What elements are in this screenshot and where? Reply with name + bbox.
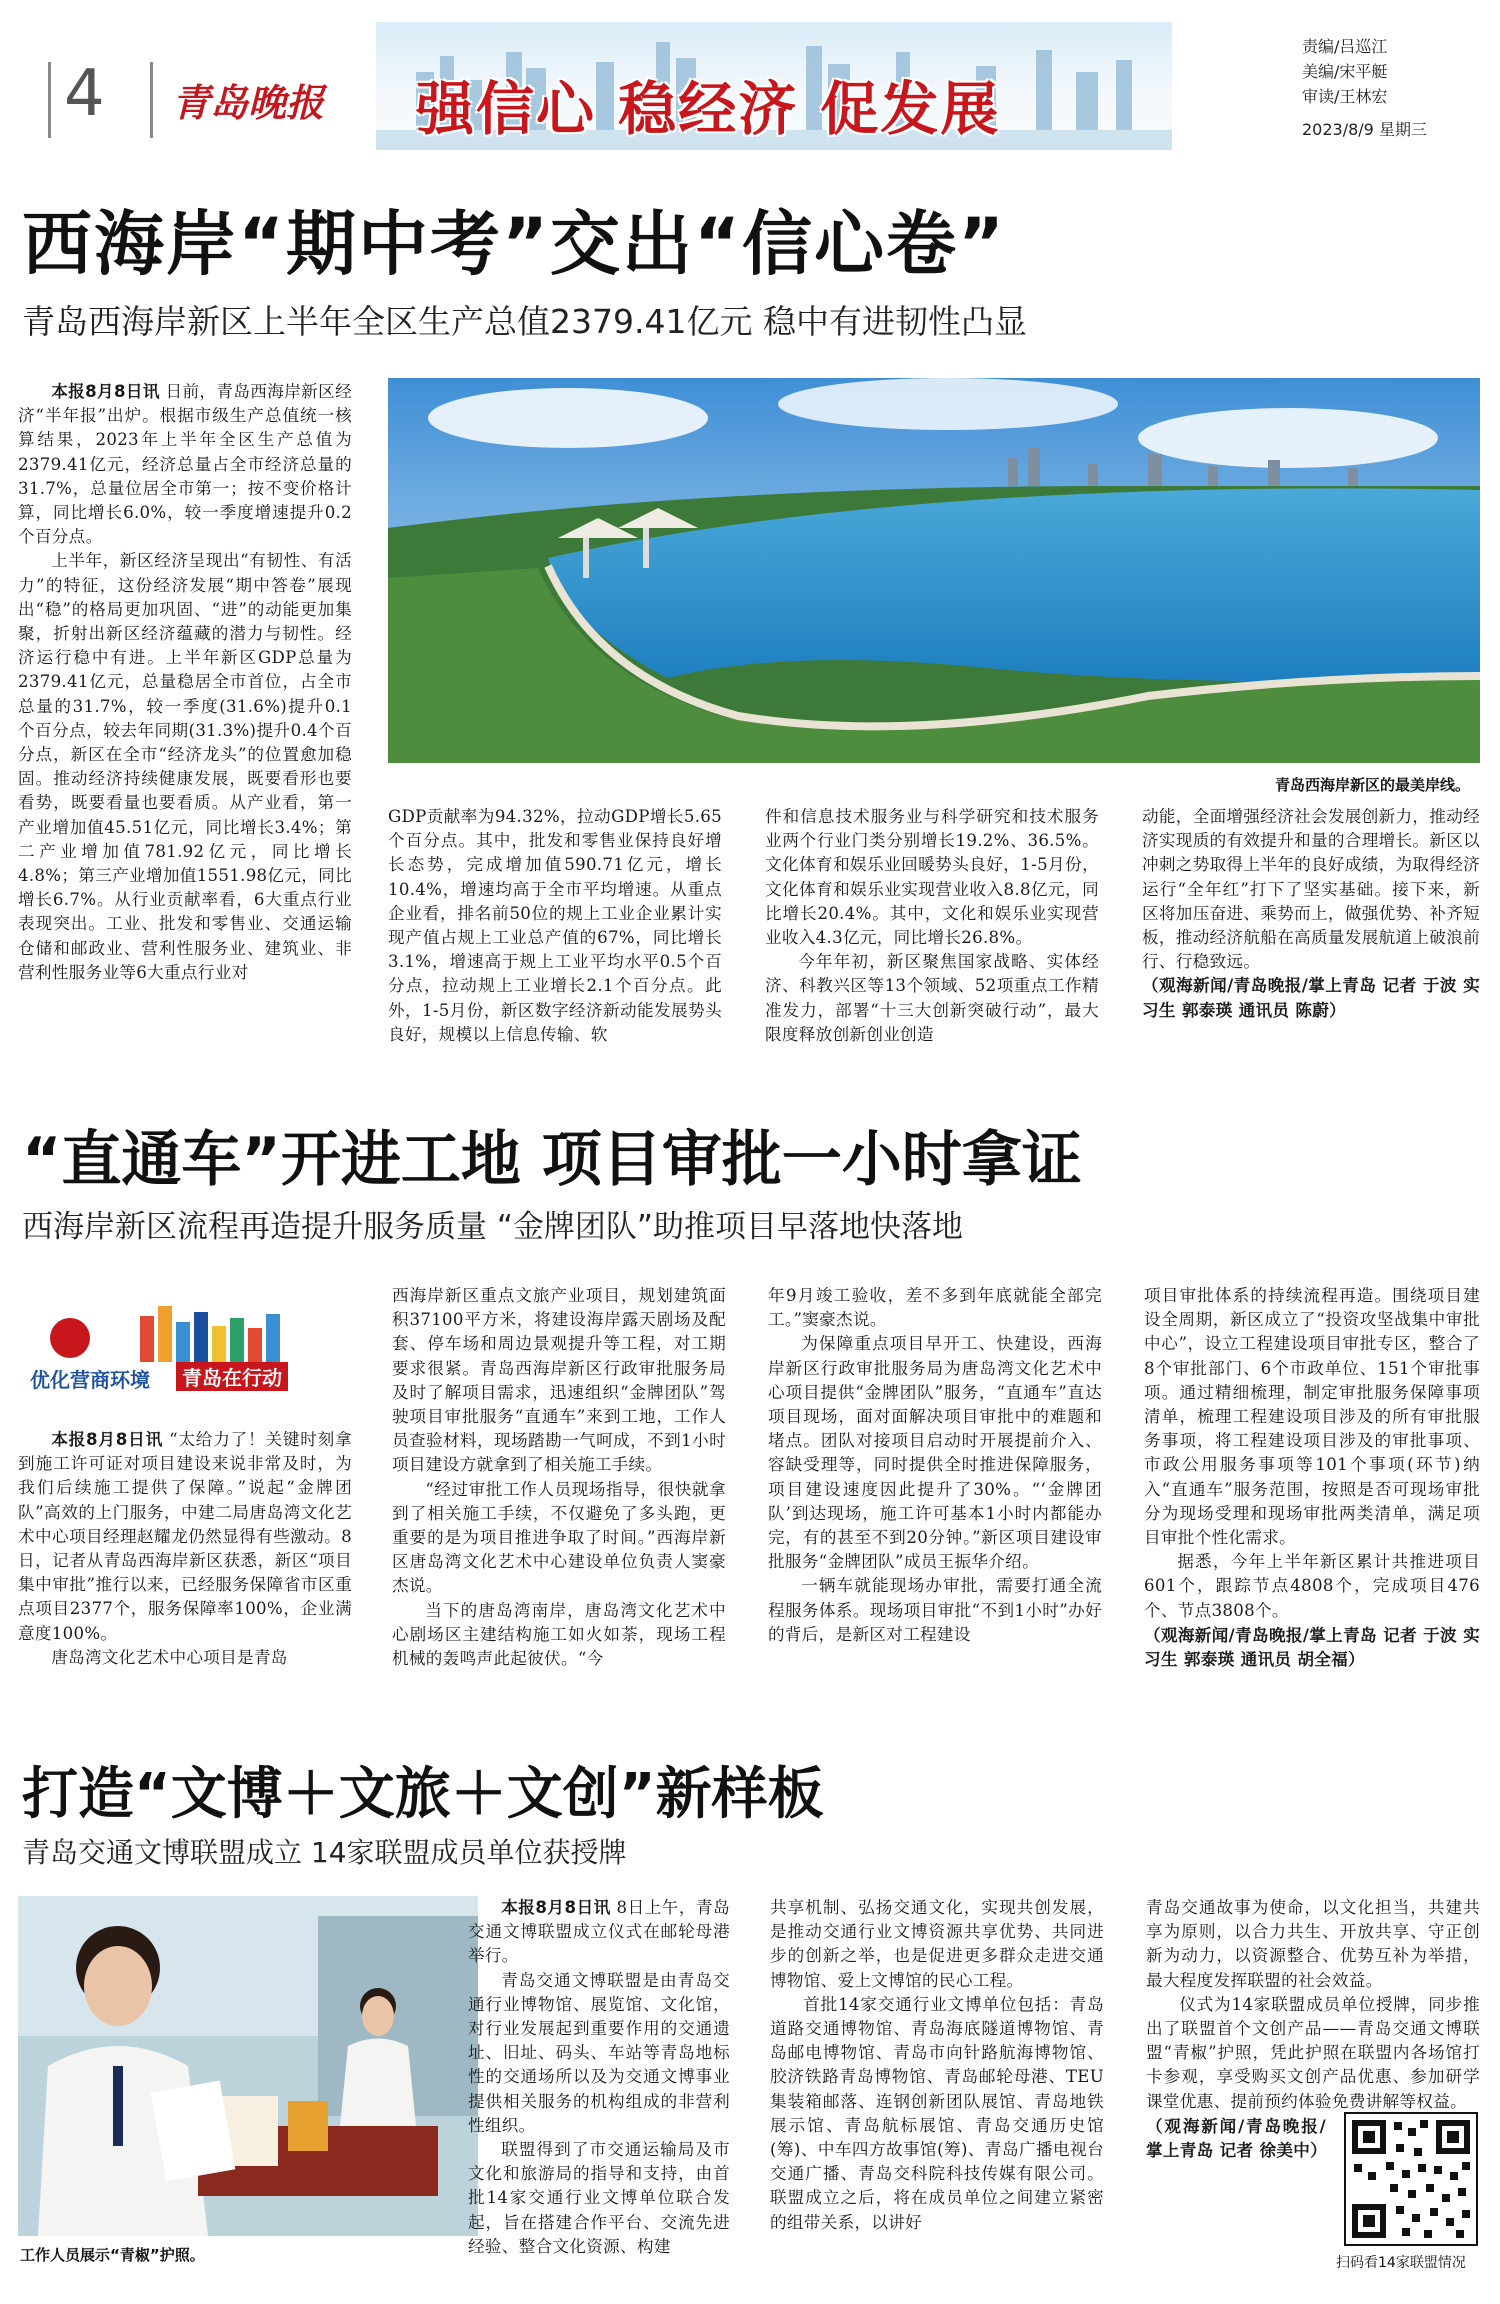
- article2-col2b: “经过审批工作人员现场指导，很快就拿到了相关施工手续，不仅避免了多头跑，更重要的是为项目推进争取了时间。”西海岸新区唐岛湾文化艺术中心建设单位负责人窦豪杰说。: [392, 1479, 726, 1596]
- issue-date: 2023/8/9 星期三: [1302, 120, 1427, 139]
- article2-col3c: 一辆车就能现场办审批，需要打通全流程服务体系。现场项目审批“不到1小时”办好的背后，是新区对工程建设: [768, 1576, 1102, 1644]
- article1-col2: [388, 805, 722, 1095]
- dateline-2: 本报8月8日讯: [51, 1430, 163, 1449]
- banner-slogan: 强信心 稳经济 促发展: [416, 75, 1001, 143]
- page-number: 4: [64, 57, 105, 131]
- article3-col3: [1146, 1896, 1480, 2110]
- coastline-photo: [388, 378, 1480, 794]
- dateline-3: 本报8月8日讯: [501, 1898, 611, 1917]
- headline-3: 打造“文博＋文旅＋文创”新样板: [22, 1762, 824, 1827]
- paper-name: 青岛晚报: [172, 80, 325, 125]
- article3-col1: [468, 1896, 730, 2300]
- article3-col3-text: 青岛交通故事为使命，以文化担当，共建共享为原则，以合力共生、开放共享、守正创新为动力，以资源整合、优势互补为举措，最大程度发挥联盟的社会效益。: [1146, 1898, 1480, 1990]
- passport-photo: [18, 1896, 478, 2264]
- qr-code[interactable]: [1344, 2112, 1478, 2246]
- article2-col1-text: “太给力了！关键时刻拿到施工许可证对项目建设来说非常及时，为我们后续施工提供了保障。”说起“金牌团队”高效的上门服务，中建二局唐岛湾文化艺术中心项目经理赵耀龙仍然显得有些激动。8日，记者从青岛西海岸新区获悉，新区“项目集中审批”推行以来，已经服务保障省市区重点项目2377个，服务保障率100%，企业满意度100%。: [18, 1430, 352, 1643]
- qr-code-icon[interactable]: [1346, 2114, 1476, 2244]
- article1-col1-text: 日前，青岛西海岸新区经济“半年报”出炉。根据市级生产总值统一核算结果，2023年上半年全区生产总值为2379.41亿元，经济总量占全市经济总量的31.7%，总量位居全市第一；按不变价格计算，同比增长6.0%，较一季度增速提升0.2个百分点。: [18, 382, 352, 547]
- masthead: [0, 0, 1500, 160]
- business-environment-badge: [30, 1298, 344, 1398]
- article3-byline: （观海新闻/青岛晚报/掌上青岛 记者 徐美中）: [1146, 2116, 1328, 2161]
- qr-caption: 扫码看14家联盟情况: [1336, 2255, 1466, 2271]
- article1-col3-text: 件和信息技术服务业与科学研究和技术服务业两个行业门类分别增长19.2%、36.5%。文化体育和娱乐业回暖势头良好，1-5月份，文化体育和娱乐业实现营业收入8.8亿元，同比增长20.4%。其中，文化和娱乐业实现营业收入4.3亿元，同比增长26.8%。: [765, 807, 1099, 948]
- article1-col1: [18, 380, 352, 1092]
- headline-2: “直通车”开进工地 项目审批一小时拿证: [22, 1125, 1082, 1195]
- headline-1: 西海岸“期中考”交出“信心卷”: [22, 203, 1007, 285]
- page-divider-left: [48, 62, 51, 138]
- article3-col1c: 联盟得到了市交通运输局及市文化和旅游局的指导和支持，由首批14家交通行业文博单位联合发起，旨在搭建合作平台、交流先进经验、整合文化资源、构建: [468, 2140, 730, 2256]
- badge-label-right: 青岛在行动: [176, 1362, 288, 1391]
- photo-caption-1: 青岛西海岸新区的最美岸线。: [1274, 776, 1470, 794]
- article3-col3b: 仪式为14家联盟成员单位授牌，同步推出了联盟首个文创产品——青岛交通文博联盟“青椒”护照，凭此护照在联盟内各场馆打卡参观，享受购买文创产品优惠、参加研学课堂优惠、提前预约体验免费讲解等权益。: [1146, 1994, 1480, 2111]
- article2-col1: [18, 1428, 352, 1714]
- badge-label-left: 优化营商环境: [30, 1368, 150, 1392]
- credit-designer: 美编/宋平艇: [1302, 62, 1388, 81]
- article2-byline: （观海新闻/青岛晚报/掌上青岛 记者 于波 实习生 郭泰瑛 通讯员 胡全福）: [1144, 1624, 1480, 1670]
- article2-col3b: 为保障重点项目早开工、快建设，西海岸新区行政审批服务局为唐岛湾文化艺术中心项目提供“金牌团队”服务，“直通车”直达项目现场，面对面解决项目审批中的难题和堵点。团队对接项目启动时开展提前介入、容缺受理等，同时提供全时推进保障服务，项目建设速度因此提升了30%。“‘金牌团队’到达现场，施工许可基本1小时内都能办完，有的甚至不到20分钟。”新区项目建设审批服务“金牌团队”成员王振华介绍。: [768, 1334, 1102, 1572]
- banner-image: [376, 22, 1172, 150]
- article2-col3-text: 年9月竣工验收，差不多到年底就能全部完工。”窦豪杰说。: [768, 1286, 1102, 1330]
- article1-col2-text: GDP贡献率为94.32%，拉动GDP增长5.65个百分点。其中，批发和零售业保持良好增长态势，完成增加值590.71亿元，增长10.4%，增速均高于全市平均增速。从重点企业看，排名前50位的规上工业企业累计实现产值占规上工业总产值的67%，同比增长3.1%，增速高于规上工业平均水平0.5个百分点，拉动规上工业增长2.1个百分点。此外，1-5月份，新区数字经济新动能发展势头良好，规模以上信息传输、软: [388, 807, 722, 1044]
- subheadline-3: 青岛交通文博联盟成立 14家联盟成员单位获授牌: [22, 1836, 627, 1869]
- article3-byline-box: [1146, 2114, 1326, 2300]
- article2-col4-text: 项目审批体系的持续流程再造。围绕项目建设全周期，新区成立了“投资攻坚战集中审批中心”，设立工程建设项目审批专区，整合了8个审批部门、6个市政单位、151个审批事项。通过精细梳理，制定审批服务保障事项清单，梳理工程建设项目涉及的所有审批服务事项，将工程建设项目涉及的审批事项、市政公用服务事项等101个事项(环节)纳入“直通车”服务范围，按照是否可现场审批分为现场受理和现场审批两类清单，满足项目审批个性化需求。: [1144, 1286, 1480, 1548]
- subheadline-1: 青岛西海岸新区上半年全区生产总值2379.41亿元 稳中有进韧性凸显: [22, 302, 1027, 341]
- article2-col1b: 唐岛湾文化艺术中心项目是青岛: [51, 1647, 288, 1667]
- credits: [1302, 34, 1427, 142]
- photo-caption-3: 工作人员展示“青椒”护照。: [20, 2246, 205, 2264]
- article2-col2c: 当下的唐岛湾南岸，唐岛湾文化艺术中心剧场区主建结构施工如火如荼，现场工程机械的轰鸣声此起彼伏。“今: [392, 1600, 726, 1669]
- staff-passport-image: [18, 1896, 478, 2236]
- article3-col1b: 青岛交通文博联盟是由青岛交通行业博物馆、展览馆、文化馆，对行业发展起到重要作用的交通遗址、旧址、码头、车站等青岛地标性的交通场所以及为交通文博事业提供相关服务的机构组成的非营利性组织。: [468, 1970, 730, 2135]
- article2-col2: [392, 1284, 726, 1716]
- article1-col4: [1142, 805, 1480, 1095]
- article1-col3b: 今年年初，新区聚焦国家战略、实体经济、科教兴区等13个领域、52项重点工作精准发力，部署“十三大创新突破行动”，最大限度释放创新创业创造: [765, 952, 1099, 1044]
- subheadline-2: 西海岸新区流程再造提升服务质量 “金牌团队”助推项目早落地快落地: [22, 1209, 963, 1245]
- article1-col3: [765, 805, 1099, 1095]
- article1-col4-text: 动能，全面增强经济社会发展创新力，推动经济实现质的有效提升和量的合理增长。新区以冲刺之势取得上半年的良好成绩，为取得经济运行“全年红”打下了坚实基础。接下来，新区将加压奋进、乘势而上，做强优势、补齐短板，推动经济航船在高质量发展航道上破浪前行、行稳致远。: [1142, 807, 1480, 972]
- page-divider-mid: [150, 62, 153, 138]
- dateline: 本报8月8日讯: [51, 382, 160, 401]
- article3-col2b: 首批14家交通行业文博单位包括：青岛道路交通博物馆、青岛海底隧道博物馆、青岛邮电博物馆、青岛市向针路航海博物馆、胶济铁路青岛博物馆、青岛邮轮母港、TEU集装箱邮落、连钢创新团队展馆、青岛地铁展示馆、青岛航标展馆、青岛交通历史馆(筹)、中车四方故事馆(筹)、青岛广播电视台交通广播、青岛交科院科技传媒有限公司。联盟成立之后，将在成员单位之间建立紧密的组带关系，以讲好: [770, 1994, 1104, 2232]
- article3-col2: [770, 1896, 1104, 2300]
- coastline-image: [388, 378, 1480, 763]
- credit-proofreader: 审读/王林宏: [1302, 87, 1388, 106]
- article2-col4b: 据悉，今年上半年新区累计共推进项目601个，跟踪节点4808个，完成项目476个、节点3808个。: [1144, 1552, 1480, 1620]
- article1-byline: （观海新闻/青岛晚报/掌上青岛 记者 于波 实习生 郭泰瑛 通讯员 陈蔚）: [1142, 976, 1480, 1020]
- credit-editor: 责编/吕巡江: [1302, 37, 1388, 56]
- article2-col4: [1144, 1284, 1480, 1716]
- article3-col1-text: 8日上午，青岛交通文博联盟成立仪式在邮轮母港举行。: [468, 1898, 730, 1966]
- article1-col1b: 上半年，新区经济呈现出“有韧性、有活力”的特征，这份经济发展“期中答卷”展现出“稳”的格局更加巩固、“进”的动能更加集聚，折射出新区经济蕴藏的潜力与韧性。经济运行稳中有进。上半年新区GDP总量为2379.41亿元，总量稳居全市首位，占全市总量的31.7%，较一季度(31.6%)提升0.1个百分点，较去年同期(31.3%)提升0.4个百分点，新区在全市“经济龙头”的位置愈加稳固。推动经济持续健康发展，既要看形也要看势，既要看量也要看质。从产业看，第一产业增加值45.51亿元，同比增长3.4%；第二产业增加值781.92亿元，同比增长4.8%；第三产业增加值1551.98亿元，同比增长6.7%。从行业贡献率看，6大重点行业表现突出。工业、批发和零售业、交通运输仓储和邮政业、营利性服务业、建筑业、非营利性服务业等6大重点行业对: [18, 551, 352, 982]
- article2-col2-text: 西海岸新区重点文旅产业项目，规划建筑面积37100平方米，将建设海岸露天剧场及配套、停车场和周边景观提升等工程，对工期要求很紧。青岛西海岸新区行政审批服务局及时了解项目需求，迅速组织“金牌团队”驾驶项目审批服务“直通车”来到工地，工作人员查验材料，现场踏勘一气呵成，不到1小时项目建设方就拿到了相关施工手续。: [392, 1286, 726, 1475]
- article2-col3: [768, 1284, 1102, 1716]
- article3-col2-text: 共享机制、弘扬交通文化，实现共创发展，是推动交通行业文博资源共享优势、共同进步的创新之举，也是促进更多群众走进交通博物馆、爱上文博馆的民心工程。: [770, 1898, 1104, 1990]
- city-buildings-icon: [30, 1298, 344, 1362]
